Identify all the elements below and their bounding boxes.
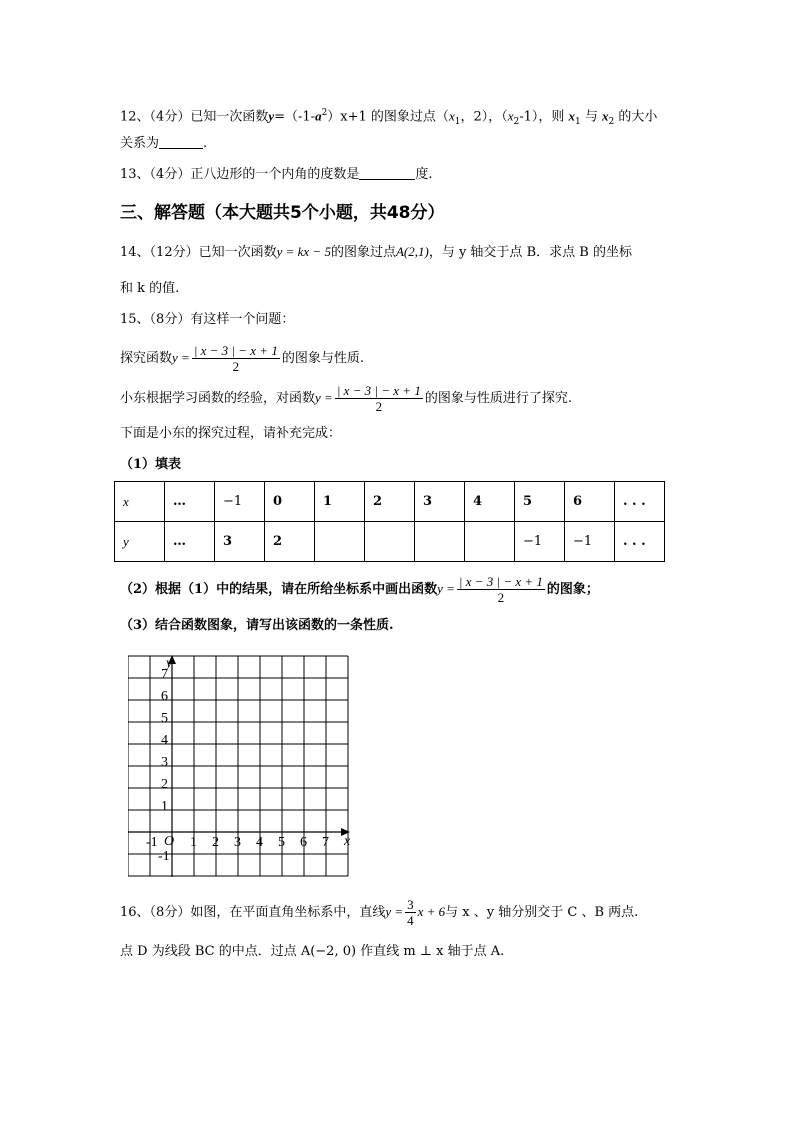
question-15-part-1 bbox=[120, 455, 181, 475]
table-cell: 5 bbox=[515, 482, 565, 522]
x-tick-label: -1 bbox=[146, 835, 158, 850]
x-tick-label: 4 bbox=[256, 835, 263, 850]
fraction-numerator: 3 bbox=[407, 897, 414, 912]
fraction-denominator: 2 bbox=[232, 359, 240, 374]
q13-end: 度. bbox=[415, 167, 433, 182]
table-cell: . . . bbox=[615, 522, 665, 562]
q15-line1: 15、（8分）有这样一个问题： bbox=[120, 312, 295, 327]
fraction-denominator: 2 bbox=[497, 590, 505, 605]
q15-part2-lead: （2）根据（1）中的结果，请在所给坐标系中画出函数 bbox=[120, 582, 438, 597]
fraction-numerator: | x − 3 | − x + 1 bbox=[193, 343, 278, 358]
question-15-line-4 bbox=[120, 424, 341, 444]
q15-y-eq: y = bbox=[437, 581, 455, 596]
q15-y-eq: y = bbox=[315, 390, 333, 405]
table-cell: −1 bbox=[565, 522, 615, 562]
q15-line3-lead: 小东根据学习函数的经验，对函数 bbox=[120, 391, 316, 406]
question-15-part-2 bbox=[120, 572, 599, 607]
x-tick-label: 6 bbox=[300, 835, 307, 850]
table-cell-blank[interactable] bbox=[365, 522, 415, 562]
table-cell: . . . bbox=[615, 482, 665, 522]
fraction-denominator: 2 bbox=[375, 399, 383, 414]
q12-expr-x: ）x+1 bbox=[327, 109, 367, 125]
q12-a: a bbox=[315, 108, 322, 124]
x-axis-label: x bbox=[344, 834, 351, 849]
q12-text-a: 的图象过点（ bbox=[366, 109, 449, 125]
q14-line2: 和 k 的值. bbox=[120, 281, 180, 296]
q13-text: 13、（4分）正八边形的一个内角的度数是 bbox=[120, 167, 360, 182]
q12-sub1: 1 bbox=[454, 116, 461, 127]
y-tick-label: -1 bbox=[158, 849, 170, 864]
y-tick-label: 6 bbox=[161, 689, 168, 704]
table-cell-blank[interactable] bbox=[315, 522, 365, 562]
q15-part2-tail: 的图象； bbox=[546, 582, 599, 597]
question-16-line-1 bbox=[120, 892, 638, 933]
table-cell: … bbox=[165, 522, 215, 562]
q16-line2: 点 D 为线段 BC 的中点．过点 A(−2, 0) 作直线 m ⊥ x 轴于点 A. bbox=[120, 944, 505, 959]
q16-mid: 与 x 、y 轴分别交于 C 、B 两点. bbox=[445, 905, 639, 920]
x-tick-label: 2 bbox=[212, 835, 219, 850]
question-12-line-1 bbox=[120, 103, 657, 132]
question-15-line-2 bbox=[120, 341, 364, 376]
y-tick-label: 2 bbox=[161, 777, 168, 792]
q12-number: 12、（4分）已知一次函数 bbox=[120, 109, 269, 125]
q16-formula-tail: x + 6 bbox=[417, 904, 446, 919]
q14-point: A(2,1) bbox=[395, 244, 429, 259]
q12-y: y bbox=[268, 108, 275, 124]
table-cell: x bbox=[115, 482, 165, 522]
table-cell-blank[interactable] bbox=[465, 522, 515, 562]
question-15-line-3 bbox=[120, 381, 572, 416]
table-cell: … bbox=[165, 482, 215, 522]
question-15-line-1 bbox=[120, 310, 294, 330]
q12-sub3: 1 bbox=[575, 116, 581, 127]
question-16-line-2 bbox=[120, 942, 504, 962]
q15-part3: （3）结合函数图象，请写出该函数的一条性质. bbox=[120, 618, 394, 633]
table-cell: 2 bbox=[265, 522, 315, 562]
q12-expr-mid: =（-1- bbox=[274, 109, 316, 125]
x-tick-label: 5 bbox=[278, 835, 285, 850]
coordinate-grid[interactable] bbox=[128, 655, 352, 877]
q15-line2-tail: 的图象与性质. bbox=[281, 351, 364, 366]
table-cell: 2 bbox=[365, 482, 415, 522]
q12-sub2: 2 bbox=[513, 116, 520, 127]
q12-x1: x bbox=[448, 108, 455, 124]
q12-line2-end: . bbox=[203, 136, 208, 151]
q15-fraction bbox=[335, 383, 423, 414]
q12-text-d: 与 bbox=[580, 109, 603, 125]
y-axis-label: y bbox=[166, 656, 173, 671]
y-tick-label: 1 bbox=[161, 799, 168, 814]
table-row-y bbox=[115, 522, 665, 562]
table-cell: 3 bbox=[215, 522, 265, 562]
fraction-denominator: 4 bbox=[407, 913, 414, 928]
q14-formula: y = kx − 5 bbox=[276, 244, 331, 259]
table-cell: −1 bbox=[515, 522, 565, 562]
table-cell: 1 bbox=[315, 482, 365, 522]
q12-sup: 2 bbox=[321, 108, 328, 118]
question-14-line-2 bbox=[120, 279, 179, 299]
fraction-numerator: | x − 3 | − x + 1 bbox=[336, 383, 421, 398]
value-table bbox=[114, 481, 665, 562]
table-cell: y bbox=[115, 522, 165, 562]
question-14-line-1 bbox=[120, 242, 632, 263]
q12-x2: x bbox=[507, 108, 514, 124]
table-cell: −1 bbox=[215, 482, 265, 522]
q12-x4: x bbox=[602, 108, 609, 124]
q15-part1: （1）填表 bbox=[120, 457, 182, 472]
table-cell: 4 bbox=[465, 482, 515, 522]
section-heading: 三、解答题（本大题共5个小题，共48分） bbox=[120, 203, 445, 223]
table-cell: 6 bbox=[565, 482, 615, 522]
answer-blank-12[interactable] bbox=[159, 134, 203, 149]
q12-line2: 关系为 bbox=[120, 136, 160, 151]
q15-fraction bbox=[192, 343, 280, 374]
q15-line3-tail: 的图象与性质进行了探究. bbox=[424, 391, 572, 406]
answer-blank-13[interactable] bbox=[359, 165, 415, 180]
question-12-line-2 bbox=[120, 134, 207, 154]
question-13 bbox=[120, 165, 432, 185]
x-tick-label: 1 bbox=[190, 835, 197, 850]
q12-sub4: 2 bbox=[608, 116, 615, 127]
q15-y-eq: y = bbox=[172, 350, 190, 365]
q14-tail: ，与 y 轴交于点 B．求点 B 的坐标 bbox=[428, 245, 632, 260]
question-15-part-3 bbox=[120, 616, 394, 636]
q15-line2-lead: 探究函数 bbox=[120, 351, 173, 366]
y-tick-label: 5 bbox=[161, 711, 168, 726]
q16-lead: 16、（8分）如图，在平面直角坐标系中，直线 bbox=[120, 905, 386, 920]
q15-line4: 下面是小东的探究过程，请补充完成： bbox=[120, 426, 342, 441]
y-tick-label: 7 bbox=[161, 667, 168, 682]
x-tick-label: 7 bbox=[322, 835, 329, 850]
x-tick-label: 3 bbox=[234, 835, 241, 850]
fraction-numerator: | x − 3 | − x + 1 bbox=[458, 574, 543, 589]
table-cell: 0 bbox=[265, 482, 315, 522]
q12-text-e: 的大小 bbox=[614, 109, 658, 125]
q16-y-eq: y = bbox=[385, 904, 404, 919]
origin-label: O bbox=[164, 834, 175, 849]
q14-lead: 14、（12分）已知一次函数 bbox=[120, 245, 277, 260]
q15-fraction bbox=[457, 574, 545, 605]
q12-text-b: ，2），（ bbox=[460, 109, 508, 125]
y-tick-label: 4 bbox=[161, 733, 168, 748]
y-tick-label: 3 bbox=[161, 755, 168, 770]
q12-text-c: -1），则 bbox=[519, 109, 569, 125]
q16-fraction bbox=[405, 897, 416, 928]
table-row-x bbox=[115, 482, 665, 522]
table-cell-blank[interactable] bbox=[415, 522, 465, 562]
q12-x3: x bbox=[568, 108, 576, 124]
q14-mid: 的图象过点 bbox=[330, 245, 396, 260]
table-cell: 3 bbox=[415, 482, 465, 522]
